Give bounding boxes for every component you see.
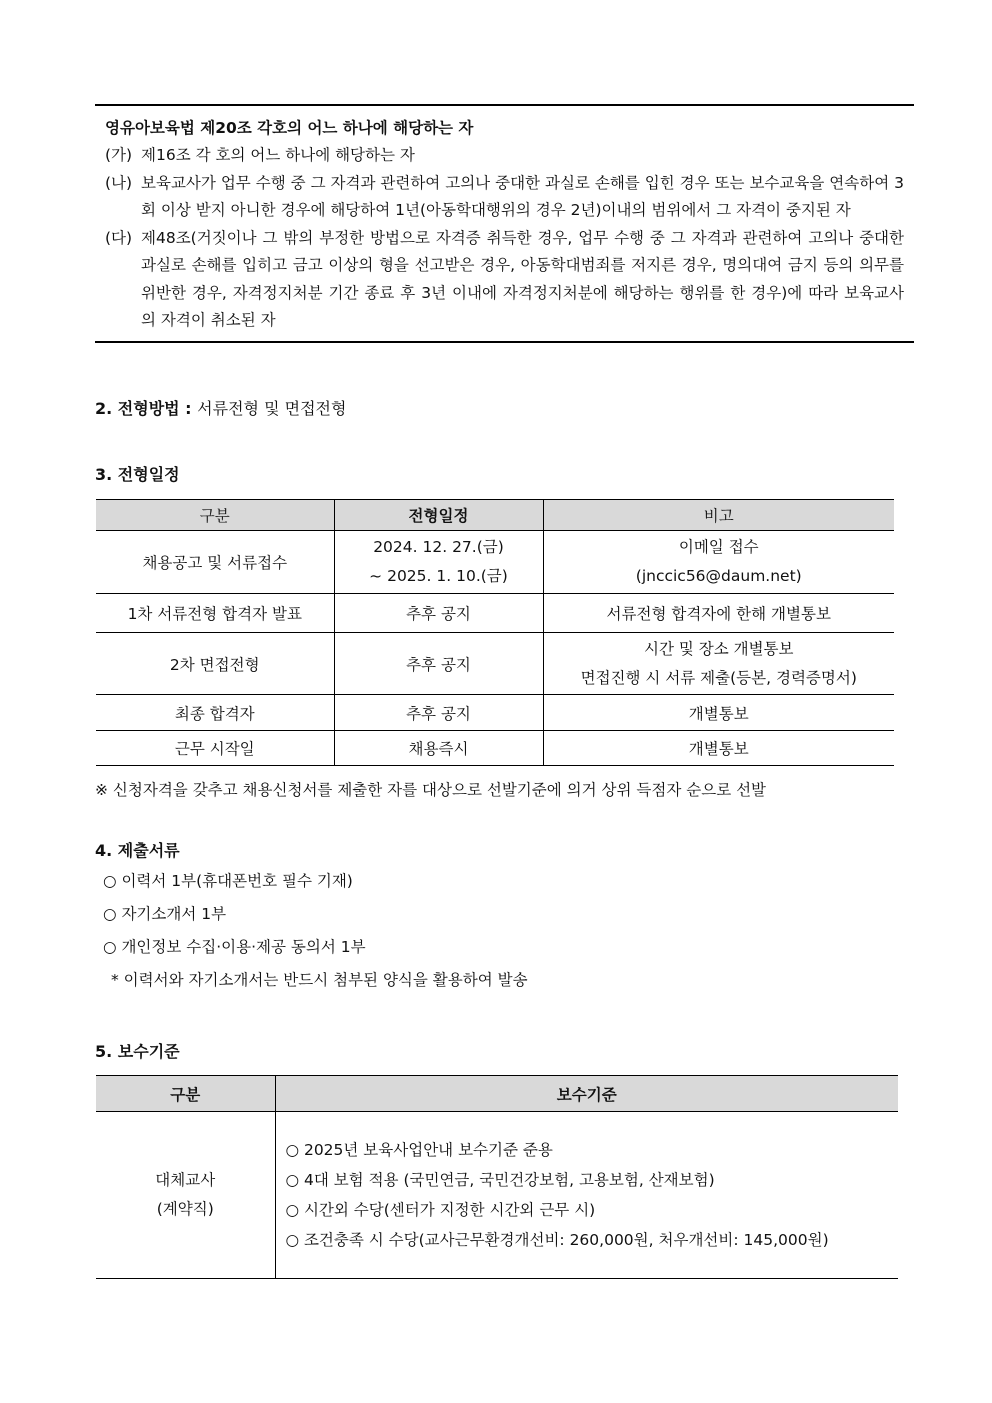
list-item: ○ 조건충족 시 수당(교사근무환경개선비: 260,000원, 처우개선비: 145,000원) (285, 1231, 829, 1249)
note-line: 면접진행 시 서류 제출(등본, 경력증명서) (580, 668, 857, 687)
box-title: 영유아보육법 제20조 각호의 어느 하나에 해당하는 자 (105, 119, 474, 137)
item-mark: (가) (105, 146, 133, 164)
table-header-row (96, 1076, 898, 1112)
box-item-ga (95, 142, 914, 170)
category-type: (계약직) (156, 1200, 214, 1218)
table-row (96, 633, 894, 695)
documents-note: * 이력서와 자기소개서는 반드시 첨부된 양식을 활용하여 발송 (111, 971, 528, 989)
item-mark: (다) (105, 228, 133, 247)
row-date: 추후 공지 (334, 594, 543, 633)
col-header-note: 비고 (543, 500, 894, 531)
row-label: 2차 면접전형 (96, 633, 334, 695)
col-header-category: 구분 (96, 500, 334, 531)
row-note: 개별통보 (543, 695, 894, 731)
email-address: (jnccic56@daum.net) (635, 567, 802, 585)
selection-footnote: ※ 신청자격을 갖추고 채용신청서를 제출한 자를 대상으로 선발기준에 의거 상위 득점자 순으로 선발 (95, 781, 767, 799)
row-label: 1차 서류전형 합격자 발표 (96, 594, 334, 633)
table-header-row (96, 500, 894, 531)
list-item: ○ 시간외 수당(센터가 지정한 시간외 근무 시) (285, 1201, 596, 1219)
row-date: 추후 공지 (334, 695, 543, 731)
row-date (334, 531, 543, 594)
row-date: 채용즉시 (334, 731, 543, 766)
col-header-category: 구분 (96, 1076, 275, 1112)
table-row (96, 1112, 898, 1279)
section3-heading: 3. 전형일정 (95, 465, 180, 484)
date-end: ~ 2025. 1. 10.(금) (369, 567, 508, 585)
disqualification-box (95, 104, 914, 343)
section4-heading: 4. 제출서류 (95, 841, 180, 860)
table-row (96, 531, 894, 594)
date-start: 2024. 12. 27.(금) (373, 538, 504, 556)
row-note: 개별통보 (543, 731, 894, 766)
table-row (96, 594, 894, 633)
section2-heading (95, 396, 346, 419)
row-label: 채용공고 및 서류접수 (96, 531, 334, 594)
section2-label: 2. 전형방법 : (95, 399, 192, 418)
list-item: ○ 이력서 1부(휴대폰번호 필수 기재) (103, 872, 353, 890)
row-note (543, 531, 894, 594)
note-line: 이메일 접수 (678, 538, 759, 556)
row-note: 서류전형 합격자에 한해 개별통보 (543, 594, 894, 633)
wage-table (96, 1075, 898, 1279)
table-row (96, 731, 894, 766)
table-row (96, 695, 894, 731)
documents-list (103, 865, 528, 997)
schedule-table (96, 499, 894, 766)
list-item: ○ 개인정보 수집·이용·제공 동의서 1부 (103, 938, 366, 956)
item-mark: (나) (105, 173, 133, 192)
col-header-wage: 보수기준 (275, 1076, 898, 1112)
box-item-na (95, 170, 914, 225)
section2-value: 서류전형 및 면접전형 (197, 399, 347, 418)
wage-cell (275, 1112, 898, 1279)
list-item: ○ 2025년 보육사업안내 보수기준 준용 (285, 1141, 553, 1159)
category-cell (96, 1112, 275, 1279)
category-name: 대체교사 (155, 1171, 216, 1189)
row-label: 최종 합격자 (96, 695, 334, 731)
item-text: 보육교사가 업무 수행 중 그 자격과 관련하여 고의나 중대한 과실로 손해를 입힌 경우 또는 보수교육을 연속하여 3회 이상 받지 아니한 경우에 해당하여 1년(아동학대행위의 경우 2년)이내의 범위에서 그 자격이 중지된 자 (141, 173, 904, 219)
list-item: ○ 4대 보험 적용 (국민연금, 국민건강보험, 고용보험, 산재보험) (285, 1171, 715, 1189)
wage-list (276, 1135, 899, 1255)
row-label: 근무 시작일 (96, 731, 334, 766)
section5-heading: 5. 보수기준 (95, 1042, 180, 1061)
list-item: ○ 자기소개서 1부 (103, 905, 227, 923)
note-line: 시간 및 장소 개별통보 (643, 639, 794, 658)
item-text: 제16조 각 호의 어느 하나에 해당하는 자 (141, 146, 415, 164)
row-note (543, 633, 894, 695)
row-date: 추후 공지 (334, 633, 543, 695)
col-header-schedule: 전형일정 (334, 500, 543, 531)
box-item-da (95, 225, 914, 335)
item-text: 제48조(거짓이나 그 밖의 부정한 방법으로 자격증 취득한 경우, 업무 수행 중 그 자격과 관련하여 고의나 중대한 과실로 손해를 입히고 금고 이상의 형을 선고받은 경우, 아동학대범죄를 저지른 경우, 명의대여 금지 등의 의무를 위반한 경우, 자격정지처분 기간 종료 후 3년 이내에 자격정지처분에 해당하는 행위를 한 경우)에 따라 보육교사의 자격이 취소된 자 (141, 228, 904, 329)
